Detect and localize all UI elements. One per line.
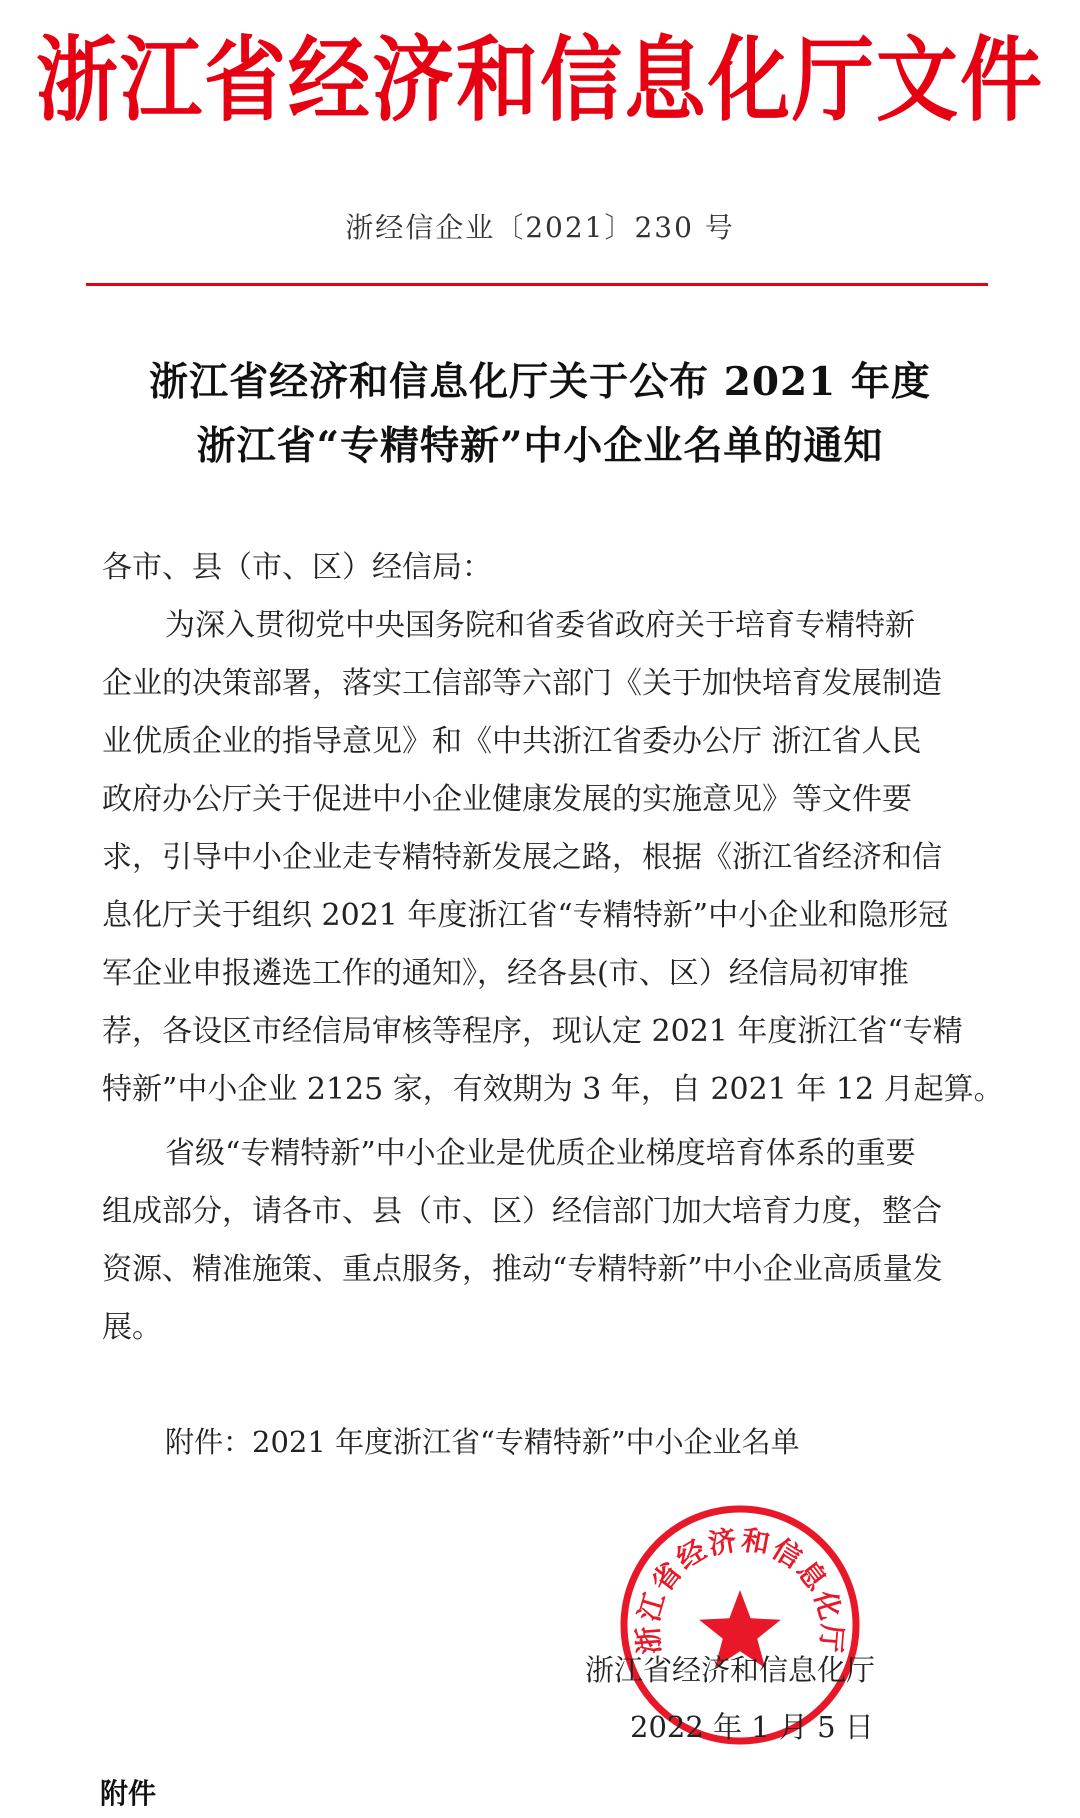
red-divider xyxy=(86,283,988,286)
paragraph-2-line: 省级“专精特新”中小企业是优质企业梯度培育体系的重要 xyxy=(165,1136,916,1171)
attachment-label: 附件 xyxy=(100,1777,157,1810)
paragraph-1-line: 业优质企业的指导意见》和《中共浙江省委办公厅 浙江省人民 xyxy=(102,724,922,759)
paragraph-2-line: 资源、精准施策、重点服务，推动“专精特新”中小企业高质量发 xyxy=(102,1252,943,1287)
salutation: 各市、县（市、区）经信局： xyxy=(102,550,492,585)
paragraph-1-line: 政府办公厅关于促进中小企业健康发展的实施意见》等文件要 xyxy=(102,782,912,817)
paragraph-1-line: 荐，各设区市经信局审核等程序，现认定 2021 年度浙江省“专精 xyxy=(102,1014,963,1049)
title-line-1: 浙江省经济和信息化厅关于公布 2021 年度 xyxy=(149,359,931,405)
document-number: 浙经信企业〔2021〕230 号 xyxy=(345,211,735,244)
masthead-title: 浙江省经济和信息化厅文件 xyxy=(35,27,1044,135)
paragraph-1-line: 求，引导中小企业走专精特新发展之路，根据《浙江省经济和信 xyxy=(102,840,942,875)
issue-date: 2022 年 1 月 5 日 xyxy=(630,1710,874,1744)
title-line-2: 浙江省“专精特新”中小企业名单的通知 xyxy=(196,423,884,469)
paragraph-1-line: 息化厅关于组织 2021 年度浙江省“专精特新”中小企业和隐形冠 xyxy=(102,898,949,933)
paragraph-1-line: 军企业申报遴选工作的通知》，经各县(市、区）经信局初审推 xyxy=(102,956,909,991)
seal-arc-text: 浙江省经济和信息化厅 xyxy=(631,1523,849,1656)
paragraph-2-line: 组成部分，请各市、县（市、区）经信部门加大培育力度，整合 xyxy=(102,1194,942,1229)
issuer-name: 浙江省经济和信息化厅 xyxy=(585,1653,876,1687)
paragraph-2-line: 展。 xyxy=(102,1310,162,1345)
paragraph-1-line: 为深入贯彻党中央国务院和省委省政府关于培育专精特新 xyxy=(165,608,915,643)
paragraph-1-line: 企业的决策部署，落实工信部等六部门《关于加快培育发展制造 xyxy=(102,666,942,701)
attachment-note: 附件：2021 年度浙江省“专精特新”中小企业名单 xyxy=(165,1425,800,1459)
document-title xyxy=(0,350,1080,478)
paragraph-1-line: 特新”中小企业 2125 家，有效期为 3 年，自 2021 年 12 月起算。 xyxy=(102,1072,1004,1107)
